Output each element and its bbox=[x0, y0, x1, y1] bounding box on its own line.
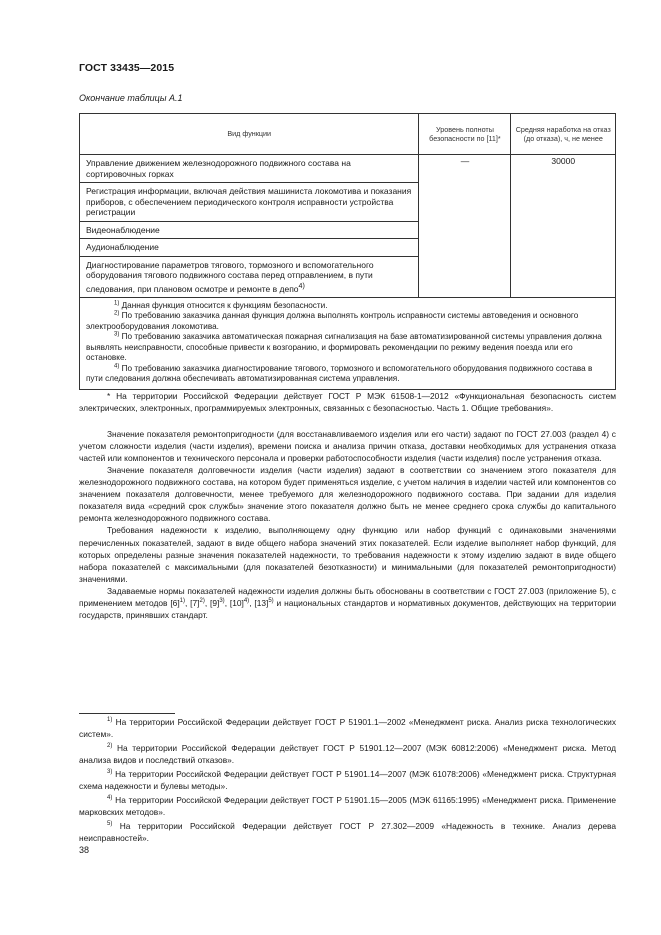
paragraph: Задаваемые нормы показателей надежности изделия должны быть обоснованы в соответствии с ГОСТ 27.003 (приложение 5), с применением методов $[6]^{1)}$, $[7]^{2)}$, $[9]^{3)}$, $[10]^{4)}$, $[13]^{5)}$ и национальных стандартов и нормативных документов, действующих на территории государств, принявших стандарт. bbox=[79, 585, 617, 620]
header-mtbf: Средняя наработка на отказ (до отказа), ч, не менее bbox=[511, 114, 616, 155]
table-notes-row bbox=[80, 297, 616, 389]
standard-title: ГОСТ 33435—2015 bbox=[79, 62, 175, 74]
safety-level-cell: — bbox=[419, 155, 511, 298]
function-cell: Аудионаблюдение bbox=[80, 239, 419, 257]
function-text: Диагностирование параметров тягового, тормозного и вспомогательного оборудования тягового подвижного состава перед отправлением, в пути следования, при плановом осмотре и ремонте в депо bbox=[86, 259, 374, 294]
footnote: $^{1)}$ На территории Российской Федерации действует ГОСТ Р 51901.1—2002 «Менеджмент риска. Анализ риска технологических систем». bbox=[79, 717, 617, 739]
table-header-row bbox=[80, 114, 616, 155]
footnote-ref: 1) bbox=[179, 597, 185, 604]
page-number: 38 bbox=[79, 845, 90, 855]
footnotes bbox=[79, 716, 616, 846]
table-row bbox=[80, 155, 616, 183]
table-note: $^{2)}$ По требованию заказчика данная функция должна выполнять контроль исправности системы автоведения и основного электрооборудования локомотива. bbox=[86, 310, 579, 331]
footnote: $^{2)}$ На территории Российской Федерации действует ГОСТ Р 51901.12—2007 (МЭК 60812:2006) «Менеджмент риска. Метод анализа видов и последствий отказов». bbox=[79, 743, 616, 765]
table-notes bbox=[80, 297, 616, 389]
table-note: $^{1)}$ Данная функция относится к функциям безопасности. bbox=[114, 300, 328, 310]
function-table bbox=[79, 113, 616, 390]
table-note: $^{4)}$ По требованию заказчика диагностирование тягового, тормозного и вспомогательного оборудования подвижного состава в пути следования должна обеспечивать автоматизированная система управления. bbox=[86, 363, 593, 384]
function-cell: Видеонаблюдение bbox=[80, 221, 419, 239]
footnote-ref: 5) bbox=[268, 597, 274, 604]
function-cell: Управление движением железнодорожного подвижного состава на сортировочных горках bbox=[80, 155, 419, 183]
footnote-divider bbox=[79, 713, 175, 714]
footnote: $^{5)}$ На территории Российской Федерации действует ГОСТ Р 27.302—2009 «Надежность в технике. Анализ дерева неисправностей». bbox=[79, 821, 616, 843]
paragraph: Требования надежности к изделию, выполняющему одну функцию или набор функций с одинаковыми значениями перечисленных показателей, задают в виде общего набора значений этих показателей. Если изделие выполняет набор функций, для которых определены разные значения показателей надежности, то требования надежности к этому изделию задают в виде общего набора показателей с максимальными (для показателей безотказности) и минимальными (для показателей ремонтопригодности) значениями. bbox=[79, 525, 616, 584]
footnote: $^{4)}$ На территории Российской Федерации действует ГОСТ Р 51901.15—2005 (МЭК 61165:1995) «Менеджмент риска. Применение марковских методов». bbox=[79, 795, 616, 817]
paragraph: Значение показателя долговечности изделия (части изделия) задают в соответствии со значением этого показателя для железнодорожного подвижного состава, на котором будет применяться изделие, с учетом наличия в изделии частей или компонентов со значением показателя долговечности, менее требуемого для железнодорожного подвижного состава. При задании для изделия показателя вида «средний срок службы» значение этого показателя должно быть не менее среднего срока службы до капитального ремонта железнодорожного подвижного состава. bbox=[79, 465, 616, 524]
footnote-ref: 3) bbox=[219, 597, 225, 604]
mtbf-cell: 30000 bbox=[511, 155, 616, 298]
header-function-type: Вид функции bbox=[80, 114, 419, 155]
footnote-ref: 2) bbox=[199, 597, 205, 604]
paragraph: Значение показателя ремонтопригодности (для восстанавливаемого изделия или его части) задают по ГОСТ 27.003 (раздел 4) с учетом сложности изделия (части изделия), времени поиска и анализа причин отказа, доставки необходимых для устранения отказа частей или компонентов и технического персонала и проверки работоспособности изделия (части изделия) после устранения отказа. bbox=[79, 429, 616, 464]
footnote-ref: 4) bbox=[298, 281, 305, 290]
footnote: $^{3)}$ На территории Российской Федерации действует ГОСТ Р 51901.14—2007 (МЭК 61078:2006) «Менеджмент риска. Структурная схема надежности и булевы методы». bbox=[79, 769, 616, 791]
body-text bbox=[79, 390, 616, 621]
table-caption: Окончание таблицы А.1 bbox=[79, 93, 183, 103]
function-cell: Регистрация информации, включая действия машиниста локомотива и показания приборов, с обеспечением периодического контроля исправности устройства регистрации bbox=[80, 183, 419, 222]
table-note: $^{3)}$ По требованию заказчика автоматическая пожарная сигнализация на базе автоматизированной системы управления должна выявлять неисправности, способные привести к возгоранию, и формировать рекомендации по режиму ведения поезда или его остановке. bbox=[86, 331, 602, 363]
star-footnote: * На территории Российской Федерации действует ГОСТ Р МЭК 61508-1—2012 «Функциональная безопасность систем электрических, электронных, программируемых электронных, связанных с безопасностью. Часть 1. Общие требования». bbox=[79, 391, 616, 414]
function-cell bbox=[80, 256, 419, 297]
header-safety-level: Уровень полноты безопасности по [11]* bbox=[419, 114, 511, 155]
footnote-ref: 4) bbox=[243, 597, 250, 604]
